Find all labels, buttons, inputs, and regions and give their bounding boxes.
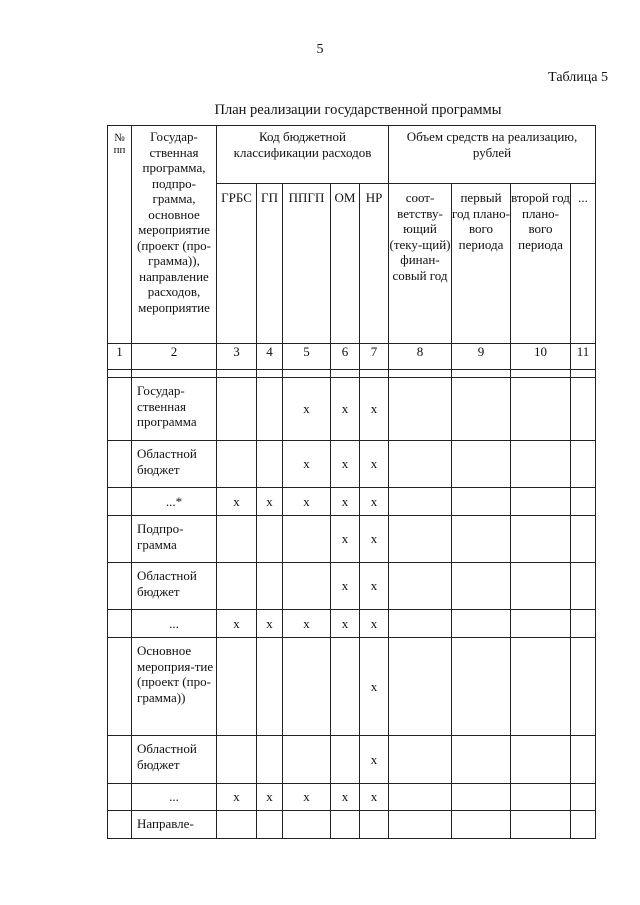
column-number: 5: [283, 344, 331, 370]
cell-nr: [360, 811, 389, 839]
cell-ppgp: x: [283, 784, 331, 811]
cell-om: [331, 736, 360, 784]
cell-ppgp: x: [283, 378, 331, 441]
header-name: Государ-ственная программа, подпро-грамма, основное мероприятие (проект (про-грамма)), направление расходов, мероприятие: [132, 126, 217, 344]
cell-ppgp: x: [283, 441, 331, 488]
column-number: 1: [108, 344, 132, 370]
table-row: [108, 811, 596, 839]
row-name: ...*: [132, 488, 217, 516]
cell-grbs: [217, 563, 257, 610]
cell-grbs: [217, 736, 257, 784]
table-row: [108, 638, 596, 736]
header-row-1: [108, 126, 596, 184]
table-row: [108, 610, 596, 638]
cell-om: x: [331, 378, 360, 441]
row-name: Направле-: [132, 811, 217, 839]
cell-grbs: x: [217, 488, 257, 516]
header-ppgp: ППГП: [283, 184, 331, 344]
cell-ppgp: x: [283, 610, 331, 638]
cell-ppgp: [283, 811, 331, 839]
table-row: [108, 516, 596, 563]
table-row: [108, 563, 596, 610]
column-number: 11: [571, 344, 596, 370]
row-name: Областной бюджет: [132, 441, 217, 488]
table-row: [108, 378, 596, 441]
cell-nr: x: [360, 638, 389, 736]
column-number-row: [108, 344, 596, 370]
cell-ppgp: [283, 736, 331, 784]
program-plan-table: [107, 125, 596, 839]
cell-grbs: [217, 516, 257, 563]
header-gp: ГП: [257, 184, 283, 344]
row-name: Государ-ственная программа: [132, 378, 217, 441]
cell-gp: [257, 563, 283, 610]
table-row: [108, 441, 596, 488]
column-number: 6: [331, 344, 360, 370]
row-name: Основное мероприя-тие (проект (про-грамма)): [132, 638, 217, 736]
header-nr: НР: [360, 184, 389, 344]
header-num: № пп: [108, 126, 132, 344]
column-number: 4: [257, 344, 283, 370]
cell-om: x: [331, 784, 360, 811]
column-number: 8: [389, 344, 452, 370]
cell-gp: [257, 441, 283, 488]
cell-gp: [257, 516, 283, 563]
cell-om: [331, 811, 360, 839]
cell-gp: x: [257, 784, 283, 811]
cell-grbs: x: [217, 784, 257, 811]
column-number: 3: [217, 344, 257, 370]
row-name: ...: [132, 784, 217, 811]
row-name: ...: [132, 610, 217, 638]
column-number: 10: [511, 344, 571, 370]
cell-ppgp: [283, 516, 331, 563]
row-name: Подпро-грамма: [132, 516, 217, 563]
column-number: 9: [452, 344, 511, 370]
header-grbs: ГРБС: [217, 184, 257, 344]
cell-grbs: [217, 441, 257, 488]
cell-om: x: [331, 441, 360, 488]
row-name: Областной бюджет: [132, 736, 217, 784]
cell-grbs: x: [217, 610, 257, 638]
cell-ppgp: [283, 638, 331, 736]
cell-grbs: [217, 378, 257, 441]
table-row: [108, 784, 596, 811]
header-current-year: соот-ветству-ющий (теку-щий) финан-совый год: [389, 184, 452, 344]
cell-om: x: [331, 516, 360, 563]
table-row: [108, 736, 596, 784]
column-number: 7: [360, 344, 389, 370]
cell-ppgp: x: [283, 488, 331, 516]
cell-om: x: [331, 488, 360, 516]
header-second-year: второй год плано-вого периода: [511, 184, 571, 344]
cell-nr: x: [360, 784, 389, 811]
cell-nr: x: [360, 488, 389, 516]
cell-grbs: [217, 638, 257, 736]
cell-om: x: [331, 610, 360, 638]
cell-gp: [257, 638, 283, 736]
header-first-year: первый год плано-вого периода: [452, 184, 511, 344]
cell-nr: x: [360, 610, 389, 638]
row-name: Областной бюджет: [132, 563, 217, 610]
cell-gp: [257, 378, 283, 441]
header-budget-code: Код бюджетной классификации расходов: [217, 126, 389, 184]
cell-ppgp: [283, 563, 331, 610]
header-om: ОМ: [331, 184, 360, 344]
cell-gp: [257, 736, 283, 784]
cell-om: [331, 638, 360, 736]
table-title: План реализации государственной программы: [214, 102, 502, 118]
table-row: [108, 488, 596, 516]
column-number: 2: [132, 344, 217, 370]
cell-nr: x: [360, 378, 389, 441]
spacer-row: [108, 370, 596, 378]
page-number: 5: [316, 42, 324, 57]
cell-nr: x: [360, 516, 389, 563]
cell-nr: x: [360, 563, 389, 610]
table-caption: Таблица 5: [548, 70, 608, 85]
cell-gp: [257, 811, 283, 839]
cell-gp: x: [257, 488, 283, 516]
cell-om: x: [331, 563, 360, 610]
cell-gp: x: [257, 610, 283, 638]
cell-nr: x: [360, 441, 389, 488]
header-more: ...: [571, 184, 596, 344]
cell-nr: x: [360, 736, 389, 784]
cell-grbs: [217, 811, 257, 839]
header-funds: Объем средств на реализацию, рублей: [389, 126, 596, 184]
